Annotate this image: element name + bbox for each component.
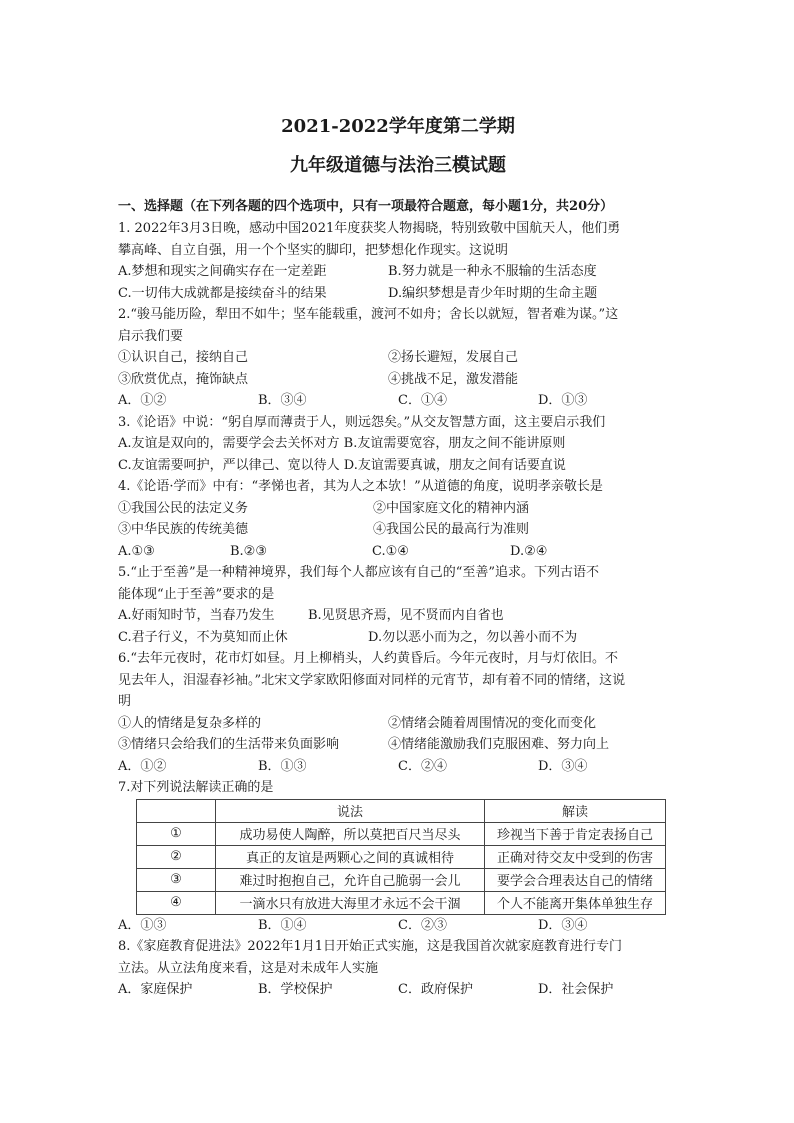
question-stem: 立法。从立法角度来看，这是对未成年人实施 xyxy=(118,960,379,976)
table-cell: ① xyxy=(137,822,216,845)
statement-2: ②中国家庭文化的精神内涵 xyxy=(373,500,530,516)
question-7 xyxy=(118,777,678,936)
exam-title: 九年级道德与法治三模试题 xyxy=(290,155,506,176)
question-stem: 3.《论语》中说：“躬自厚而薄责于人，则远怨矣。”从交友智慧方面，这主要启示我们 xyxy=(118,414,606,430)
option-b: B．③④ xyxy=(258,393,307,408)
statement-1: ①我国公民的法定义务 xyxy=(118,500,249,516)
option-d: D．①③ xyxy=(538,393,588,408)
option-c: C．②③ xyxy=(398,917,447,933)
option-c: C．①④ xyxy=(398,393,447,408)
table-cell: 真正的友谊是两颗心之间的真诚相待 xyxy=(216,845,485,868)
question-stem: 启示我们要 xyxy=(118,328,184,344)
option-a: A.好雨知时节，当春乃发生 xyxy=(118,608,275,623)
table-header: 说法 xyxy=(216,799,485,822)
question-stem: 7.对下列说法解读正确的是 xyxy=(118,780,274,795)
option-a: A．家庭保护 xyxy=(118,982,193,997)
statement-4: ④挑战不足，激发潜能 xyxy=(388,371,519,387)
option-b: B.见贤思齐焉，见不贤而内自省也 xyxy=(308,608,504,623)
table-row xyxy=(137,822,666,845)
statement-1: ①人的情绪是复杂多样的 xyxy=(118,715,262,731)
term-heading: 2021-2022学年度第二学期 xyxy=(281,116,515,137)
option-a: A.①③ xyxy=(118,543,155,559)
table-cell: 个人不能离开集体单独生存 xyxy=(485,891,666,914)
exam-page xyxy=(118,112,678,1001)
question-5 xyxy=(118,562,678,648)
table-cell: 成功易使人陶醉，所以莫把百尺当尽头 xyxy=(216,822,485,845)
statement-2: ②扬长避短，发展自己 xyxy=(388,350,519,365)
option-c: C．②④ xyxy=(398,758,447,774)
table-header: 解读 xyxy=(485,799,666,822)
option-b: B．①③ xyxy=(258,758,307,774)
statement-3: ③欣赏优点，掩饰缺点 xyxy=(118,371,249,387)
option-c: C．政府保护 xyxy=(398,982,473,997)
question-stem: 6.“去年元夜时，花市灯如昼。月上柳梢头，人约黄昏后。今年元夜时，月与灯依旧。不 xyxy=(118,651,619,666)
section-heading: 一、选择题（在下列各题的四个选项中，只有一项最符合题意，每小题1分，共20分） xyxy=(118,199,614,214)
options-cd: C.友谊需要呵护，严以律己、宽以待人 D.友谊需要真诚，朋友之间有话要直说 xyxy=(118,457,566,473)
question-stem: 明 xyxy=(118,694,132,709)
question-stem: 1. 2022年3月3日晚，感动中国2021年度获奖人物揭晓，特别致敬中国航天人，他们勇 xyxy=(118,221,621,236)
question-stem: 2.“骏马能历险，犁田不如牛；坚车能载重，渡河不如舟；舍长以就短，智者难为谋。”这 xyxy=(118,307,619,322)
option-b: B.努力就是一种永不服输的生活态度 xyxy=(388,264,597,279)
option-b: B．学校保护 xyxy=(258,982,333,997)
table-cell: 难过时抱抱自己，允许自己脆弱一会儿 xyxy=(216,868,485,891)
option-c: C.①④ xyxy=(372,543,409,559)
question-3 xyxy=(118,412,678,477)
option-d: D.勿以恶小而为之，勿以善小而不为 xyxy=(368,629,578,645)
table-cell: ④ xyxy=(137,891,216,914)
table-cell: 要学会合理表达自己的情绪 xyxy=(485,868,666,891)
question-stem: 能体现“止于至善”要求的是 xyxy=(118,586,275,602)
statement-3: ③中华民族的传统美德 xyxy=(118,522,249,537)
question-6 xyxy=(118,648,678,777)
question-2 xyxy=(118,304,678,412)
table-cell: ③ xyxy=(137,868,216,891)
option-a: A.梦想和现实之间确实存在一定差距 xyxy=(118,264,327,279)
option-b: B．①④ xyxy=(258,917,307,933)
statement-1: ①认识自己，接纳自己 xyxy=(118,350,249,365)
table-cell: ② xyxy=(137,845,216,868)
question-stem: 5.“止于至善”是一种精神境界，我们每个人都应该有自己的“至善”追求。下列古语不 xyxy=(118,565,599,580)
question-8 xyxy=(118,936,678,1001)
table-cell: 一滴水只有放进大海里才永远不会干涸 xyxy=(216,891,485,914)
option-d: D．③④ xyxy=(538,758,588,774)
table-row xyxy=(137,891,666,914)
table-header-row xyxy=(137,799,666,822)
statement-4: ④我国公民的最高行为准则 xyxy=(373,522,530,537)
question-stem: 见去年人，泪湿春衫袖。”北宋文学家欧阳修面对同样的元宵节，却有着不同的情绪，这说 xyxy=(118,672,626,688)
table-row xyxy=(137,868,666,891)
question-1 xyxy=(118,218,678,304)
table-cell: 正确对待交友中受到的伤害 xyxy=(485,845,666,868)
option-a: A．①③ xyxy=(118,917,167,933)
option-c: C.一切伟大成就都是接续奋斗的结果 xyxy=(118,285,327,301)
option-d: D.②④ xyxy=(510,543,548,559)
question-stem: 4.《论语·学而》中有：“孝悌也者，其为人之本欤！”从道德的角度，说明孝亲敬长是 xyxy=(118,479,603,494)
question-stem: 攀高峰、自立自强，用一个个坚实的脚印，把梦想化作现实。这说明 xyxy=(118,242,509,258)
table-header xyxy=(137,799,216,822)
table-row xyxy=(137,845,666,868)
option-d: D．社会保护 xyxy=(538,982,614,997)
option-b: B.②③ xyxy=(230,543,267,559)
statements-table xyxy=(136,799,666,915)
statement-4: ④情绪能激励我们克服困难、努力向上 xyxy=(388,737,610,752)
option-a: A．①② xyxy=(118,758,167,774)
statement-2: ②情绪会随着周围情况的变化而变化 xyxy=(388,715,597,731)
options-ab: A.友谊是双向的，需要学会去关怀对方 B.友谊需要宽容，朋友之间不能讲原则 xyxy=(118,436,566,451)
table-cell: 珍视当下善于肯定表扬自己 xyxy=(485,822,666,845)
statement-3: ③情绪只会给我们的生活带来负面影响 xyxy=(118,737,340,752)
option-a: A．①② xyxy=(118,393,167,408)
option-d: D.编织梦想是青少年时期的生命主题 xyxy=(388,285,598,301)
question-4 xyxy=(118,476,678,562)
option-d: D．③④ xyxy=(538,917,588,933)
question-stem: 8.《家庭教育促进法》2022年1月1日开始正式实施，这是我国首次就家庭教育进行专门 xyxy=(118,939,623,954)
option-c: C.君子行义，不为莫知而止休 xyxy=(118,629,288,645)
